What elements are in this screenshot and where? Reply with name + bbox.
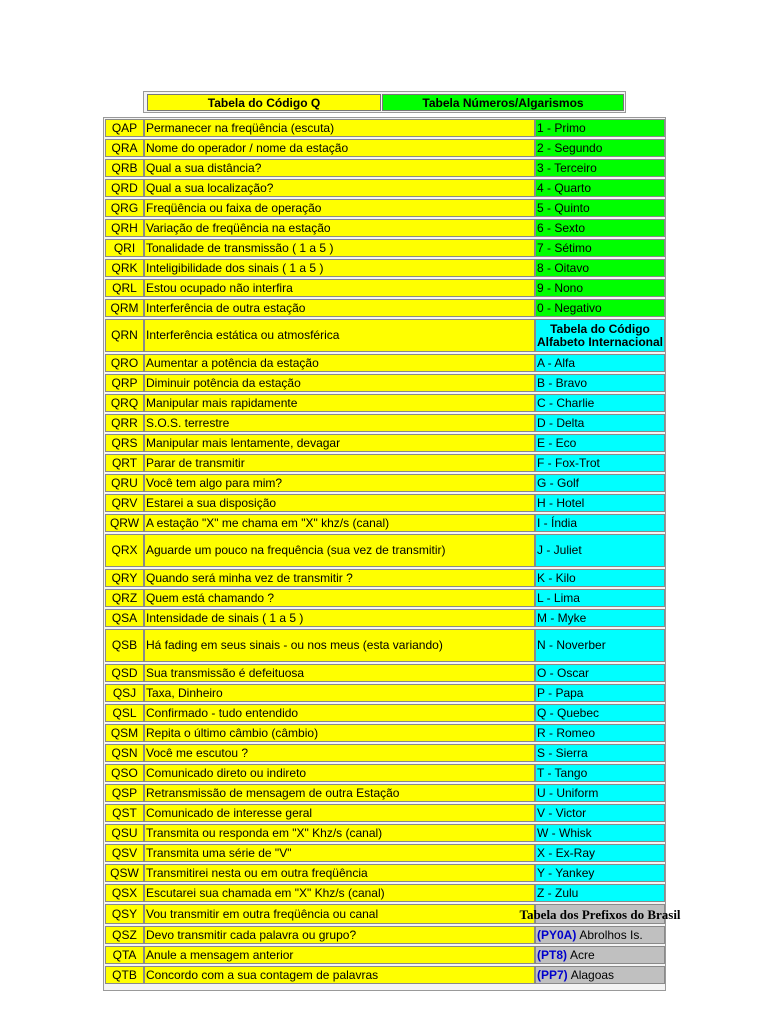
number-cell: 5 - Quinto <box>535 199 665 217</box>
q-meaning-cell: Estarei a sua disposição <box>144 494 535 512</box>
q-meaning-cell: Concordo com a sua contagem de palavras <box>144 966 535 984</box>
q-meaning-cell: Transmita uma série de "V" <box>144 844 535 862</box>
section-title-line: Alfabeto Internacional <box>536 334 664 349</box>
alphabet-cell: K - Kilo <box>535 569 665 587</box>
number-cell: 7 - Sétimo <box>535 239 665 257</box>
number-cell: 1 - Primo <box>535 119 665 137</box>
q-code-cell: QSO <box>105 764 144 782</box>
alphabet-cell: T - Tango <box>535 764 665 782</box>
number-cell: 4 - Quarto <box>535 179 665 197</box>
prefix-cell <box>535 946 665 964</box>
q-code-cell: QRQ <box>105 394 144 412</box>
table-row <box>104 198 665 218</box>
prefix-cell <box>535 966 665 984</box>
q-code-cell: QSW <box>105 864 144 882</box>
q-meaning-cell: Confirmado - tudo entendido <box>144 704 535 722</box>
table-row <box>104 393 665 413</box>
alphabet-cell: I - Índia <box>535 514 665 532</box>
table-row <box>104 138 665 158</box>
table-row <box>104 843 665 863</box>
q-code-cell: QRT <box>105 454 144 472</box>
table-row <box>104 628 665 663</box>
table-row <box>104 413 665 433</box>
number-cell: 2 - Segundo <box>535 139 665 157</box>
q-meaning-cell: Taxa, Dinheiro <box>144 684 535 702</box>
numbers-table-title: Tabela Números/Algarismos <box>382 94 624 111</box>
q-code-cell: QAP <box>105 119 144 137</box>
alphabet-cell: R - Romeo <box>535 724 665 742</box>
q-code-cell: QSN <box>105 744 144 762</box>
section-title-line: Tabela do Código <box>550 321 650 336</box>
q-code-cell: QRY <box>105 569 144 587</box>
q-code-cell: QRG <box>105 199 144 217</box>
table-row <box>104 763 665 783</box>
q-code-cell: QSA <box>105 609 144 627</box>
q-code-cell: QRL <box>105 279 144 297</box>
q-meaning-cell: Qual a sua localização? <box>144 179 535 197</box>
q-meaning-cell: S.O.S. terrestre <box>144 414 535 432</box>
q-code-table-title: Tabela do Código Q <box>147 94 381 111</box>
table-row <box>104 238 665 258</box>
table-row <box>104 258 665 278</box>
q-code-cell: QSB <box>105 629 144 662</box>
q-meaning-cell: Você tem algo para mim? <box>144 474 535 492</box>
q-meaning-cell: Interferência de outra estação <box>144 299 535 317</box>
q-meaning-cell: Anule a mensagem anterior <box>144 946 535 964</box>
table-row <box>104 608 665 628</box>
table-row <box>104 903 681 925</box>
q-code-cell: QSP <box>105 784 144 802</box>
q-code-cell: QSL <box>105 704 144 722</box>
alphabet-cell: D - Delta <box>535 414 665 432</box>
q-meaning-cell: Diminuir potência da estação <box>144 374 535 392</box>
table-row <box>104 945 665 965</box>
table-row <box>104 318 665 353</box>
q-code-cell: QRV <box>105 494 144 512</box>
q-code-table <box>103 117 681 991</box>
q-code-cell: QST <box>105 804 144 822</box>
alphabet-cell: A - Alfa <box>535 354 665 372</box>
q-meaning-cell: Escutarei sua chamada em "X" Khz/s (canal) <box>144 884 535 902</box>
alphabet-cell: Q - Quebec <box>535 704 665 722</box>
q-code-cell: QRB <box>105 159 144 177</box>
q-code-cell: QSM <box>105 724 144 742</box>
q-code-cell: QSZ <box>105 926 144 944</box>
table-row <box>104 178 665 198</box>
table-header-bar <box>143 91 626 113</box>
table-row <box>104 218 665 238</box>
alphabet-cell: E - Eco <box>535 434 665 452</box>
table-row <box>104 513 665 533</box>
q-code-cell: QRH <box>105 219 144 237</box>
q-code-cell: QRU <box>105 474 144 492</box>
table-row <box>104 433 665 453</box>
q-meaning-cell: Retransmissão de mensagem de outra Estação <box>144 784 535 802</box>
prefix-place: Acre <box>570 947 595 962</box>
alphabet-cell: W - Whisk <box>535 824 665 842</box>
q-meaning-cell: Permanecer na freqüência (escuta) <box>144 119 535 137</box>
q-meaning-cell: Qual a sua distância? <box>144 159 535 177</box>
table-row <box>104 568 665 588</box>
number-cell: 6 - Sexto <box>535 219 665 237</box>
q-meaning-cell: Intensidade de sinais ( 1 a 5 ) <box>144 609 535 627</box>
table-row <box>104 373 665 393</box>
table-row <box>104 863 665 883</box>
q-meaning-cell: Sua transmissão é defeituosa <box>144 664 535 682</box>
table-row <box>104 158 665 178</box>
q-meaning-cell: Interferência estática ou atmosférica <box>144 319 535 352</box>
q-meaning-cell: Tonalidade de transmissão ( 1 a 5 ) <box>144 239 535 257</box>
table-row <box>104 803 665 823</box>
q-code-cell: QRN <box>105 319 144 352</box>
prefix-code: (PT8) <box>537 947 567 962</box>
q-meaning-cell: Parar de transmitir <box>144 454 535 472</box>
table-row <box>104 588 665 608</box>
prefix-place: Alagoas <box>570 967 615 982</box>
q-code-cell: QSD <box>105 664 144 682</box>
q-code-cell: QRI <box>105 239 144 257</box>
q-code-cell: QRX <box>105 534 144 567</box>
alphabet-cell: Y - Yankey <box>535 864 665 882</box>
table-row <box>104 925 665 945</box>
q-meaning-cell: Você me escutou ? <box>144 744 535 762</box>
number-cell: 3 - Terceiro <box>535 159 665 177</box>
table-row <box>104 473 665 493</box>
alphabet-cell: O - Oscar <box>535 664 665 682</box>
q-meaning-cell: Transmita ou responda em "X" Khz/s (canal) <box>144 824 535 842</box>
q-code-cell: QRW <box>105 514 144 532</box>
table-row <box>104 965 665 985</box>
table-row <box>104 723 665 743</box>
q-meaning-cell: Variação de freqüência na estação <box>144 219 535 237</box>
alphabet-cell: M - Myke <box>535 609 665 627</box>
q-code-cell: QRP <box>105 374 144 392</box>
table-row <box>104 533 665 568</box>
prefix-code: (PP7) <box>537 967 568 982</box>
q-code-cell: QTB <box>105 966 144 984</box>
number-cell: 8 - Oitavo <box>535 259 665 277</box>
q-code-cell: QSX <box>105 884 144 902</box>
table-row <box>104 298 665 318</box>
q-meaning-cell: Aumentar a potência da estação <box>144 354 535 372</box>
alphabet-cell: S - Sierra <box>535 744 665 762</box>
alphabet-cell: B - Bravo <box>535 374 665 392</box>
table-row <box>104 683 665 703</box>
q-code-cell: QSJ <box>105 684 144 702</box>
alphabet-cell: L - Lima <box>535 589 665 607</box>
table-row <box>104 783 665 803</box>
prefix-place: Abrolhos Is. <box>579 927 643 942</box>
q-meaning-cell: Freqüência ou faixa de operação <box>144 199 535 217</box>
q-code-cell: QTA <box>105 946 144 964</box>
table-row <box>104 493 665 513</box>
number-cell: 9 - Nono <box>535 279 665 297</box>
q-meaning-cell: Manipular mais rapidamente <box>144 394 535 412</box>
q-code-cell: QRR <box>105 414 144 432</box>
section-title-cell <box>519 904 681 924</box>
alphabet-cell: N - Noverber <box>535 629 665 662</box>
q-code-cell: QSV <box>105 844 144 862</box>
alphabet-cell: C - Charlie <box>535 394 665 412</box>
table-row <box>104 823 665 843</box>
table-row <box>104 703 665 723</box>
table-row <box>104 743 665 763</box>
table-row <box>104 883 665 903</box>
prefix-cell <box>535 926 665 944</box>
table-row <box>104 353 665 373</box>
table-row <box>104 278 665 298</box>
table-row <box>104 453 665 473</box>
q-meaning-cell: Transmitirei nesta ou em outra freqüência <box>144 864 535 882</box>
q-meaning-cell: Vou transmitir em outra freqüência ou canal <box>144 904 535 924</box>
prefix-code: (PY0A) <box>537 927 577 942</box>
q-code-cell: QRZ <box>105 589 144 607</box>
q-code-cell: QRO <box>105 354 144 372</box>
alphabet-cell: V - Victor <box>535 804 665 822</box>
section-title-line: Tabela dos Prefixos do Brasil <box>519 906 681 922</box>
table-row <box>104 663 665 683</box>
q-meaning-cell: Quando será minha vez de transmitir ? <box>144 569 535 587</box>
q-code-cell: QRD <box>105 179 144 197</box>
q-meaning-cell: Manipular mais lentamente, devagar <box>144 434 535 452</box>
q-meaning-cell: Aguarde um pouco na frequência (sua vez de transmitir) <box>144 534 535 567</box>
number-cell: 0 - Negativo <box>535 299 665 317</box>
q-meaning-cell: Estou ocupado não interfira <box>144 279 535 297</box>
q-meaning-cell: Comunicado direto ou indireto <box>144 764 535 782</box>
q-code-cell: QSU <box>105 824 144 842</box>
q-meaning-cell: A estação "X" me chama em "X" khz/s (canal) <box>144 514 535 532</box>
q-meaning-cell: Comunicado de interesse geral <box>144 804 535 822</box>
q-code-cell: QRA <box>105 139 144 157</box>
q-meaning-cell: Há fading em seus sinais - ou nos meus (esta variando) <box>144 629 535 662</box>
alphabet-cell: H - Hotel <box>535 494 665 512</box>
q-code-cell: QRM <box>105 299 144 317</box>
alphabet-cell: J - Juliet <box>535 534 665 567</box>
alphabet-cell: G - Golf <box>535 474 665 492</box>
alphabet-cell: Z - Zulu <box>535 884 665 902</box>
q-code-cell: QRS <box>105 434 144 452</box>
alphabet-cell: F - Fox-Trot <box>535 454 665 472</box>
table-row <box>104 118 665 138</box>
q-code-cell: QRK <box>105 259 144 277</box>
section-title-cell <box>535 319 665 352</box>
alphabet-cell: U - Uniform <box>535 784 665 802</box>
q-meaning-cell: Inteligibilidade dos sinais ( 1 a 5 ) <box>144 259 535 277</box>
q-meaning-cell: Nome do operador / nome da estação <box>144 139 535 157</box>
alphabet-cell: X - Ex-Ray <box>535 844 665 862</box>
alphabet-cell: P - Papa <box>535 684 665 702</box>
q-meaning-cell: Devo transmitir cada palavra ou grupo? <box>144 926 535 944</box>
q-meaning-cell: Repita o último câmbio (câmbio) <box>144 724 535 742</box>
q-code-cell: QSY <box>105 904 144 924</box>
q-meaning-cell: Quem está chamando ? <box>144 589 535 607</box>
